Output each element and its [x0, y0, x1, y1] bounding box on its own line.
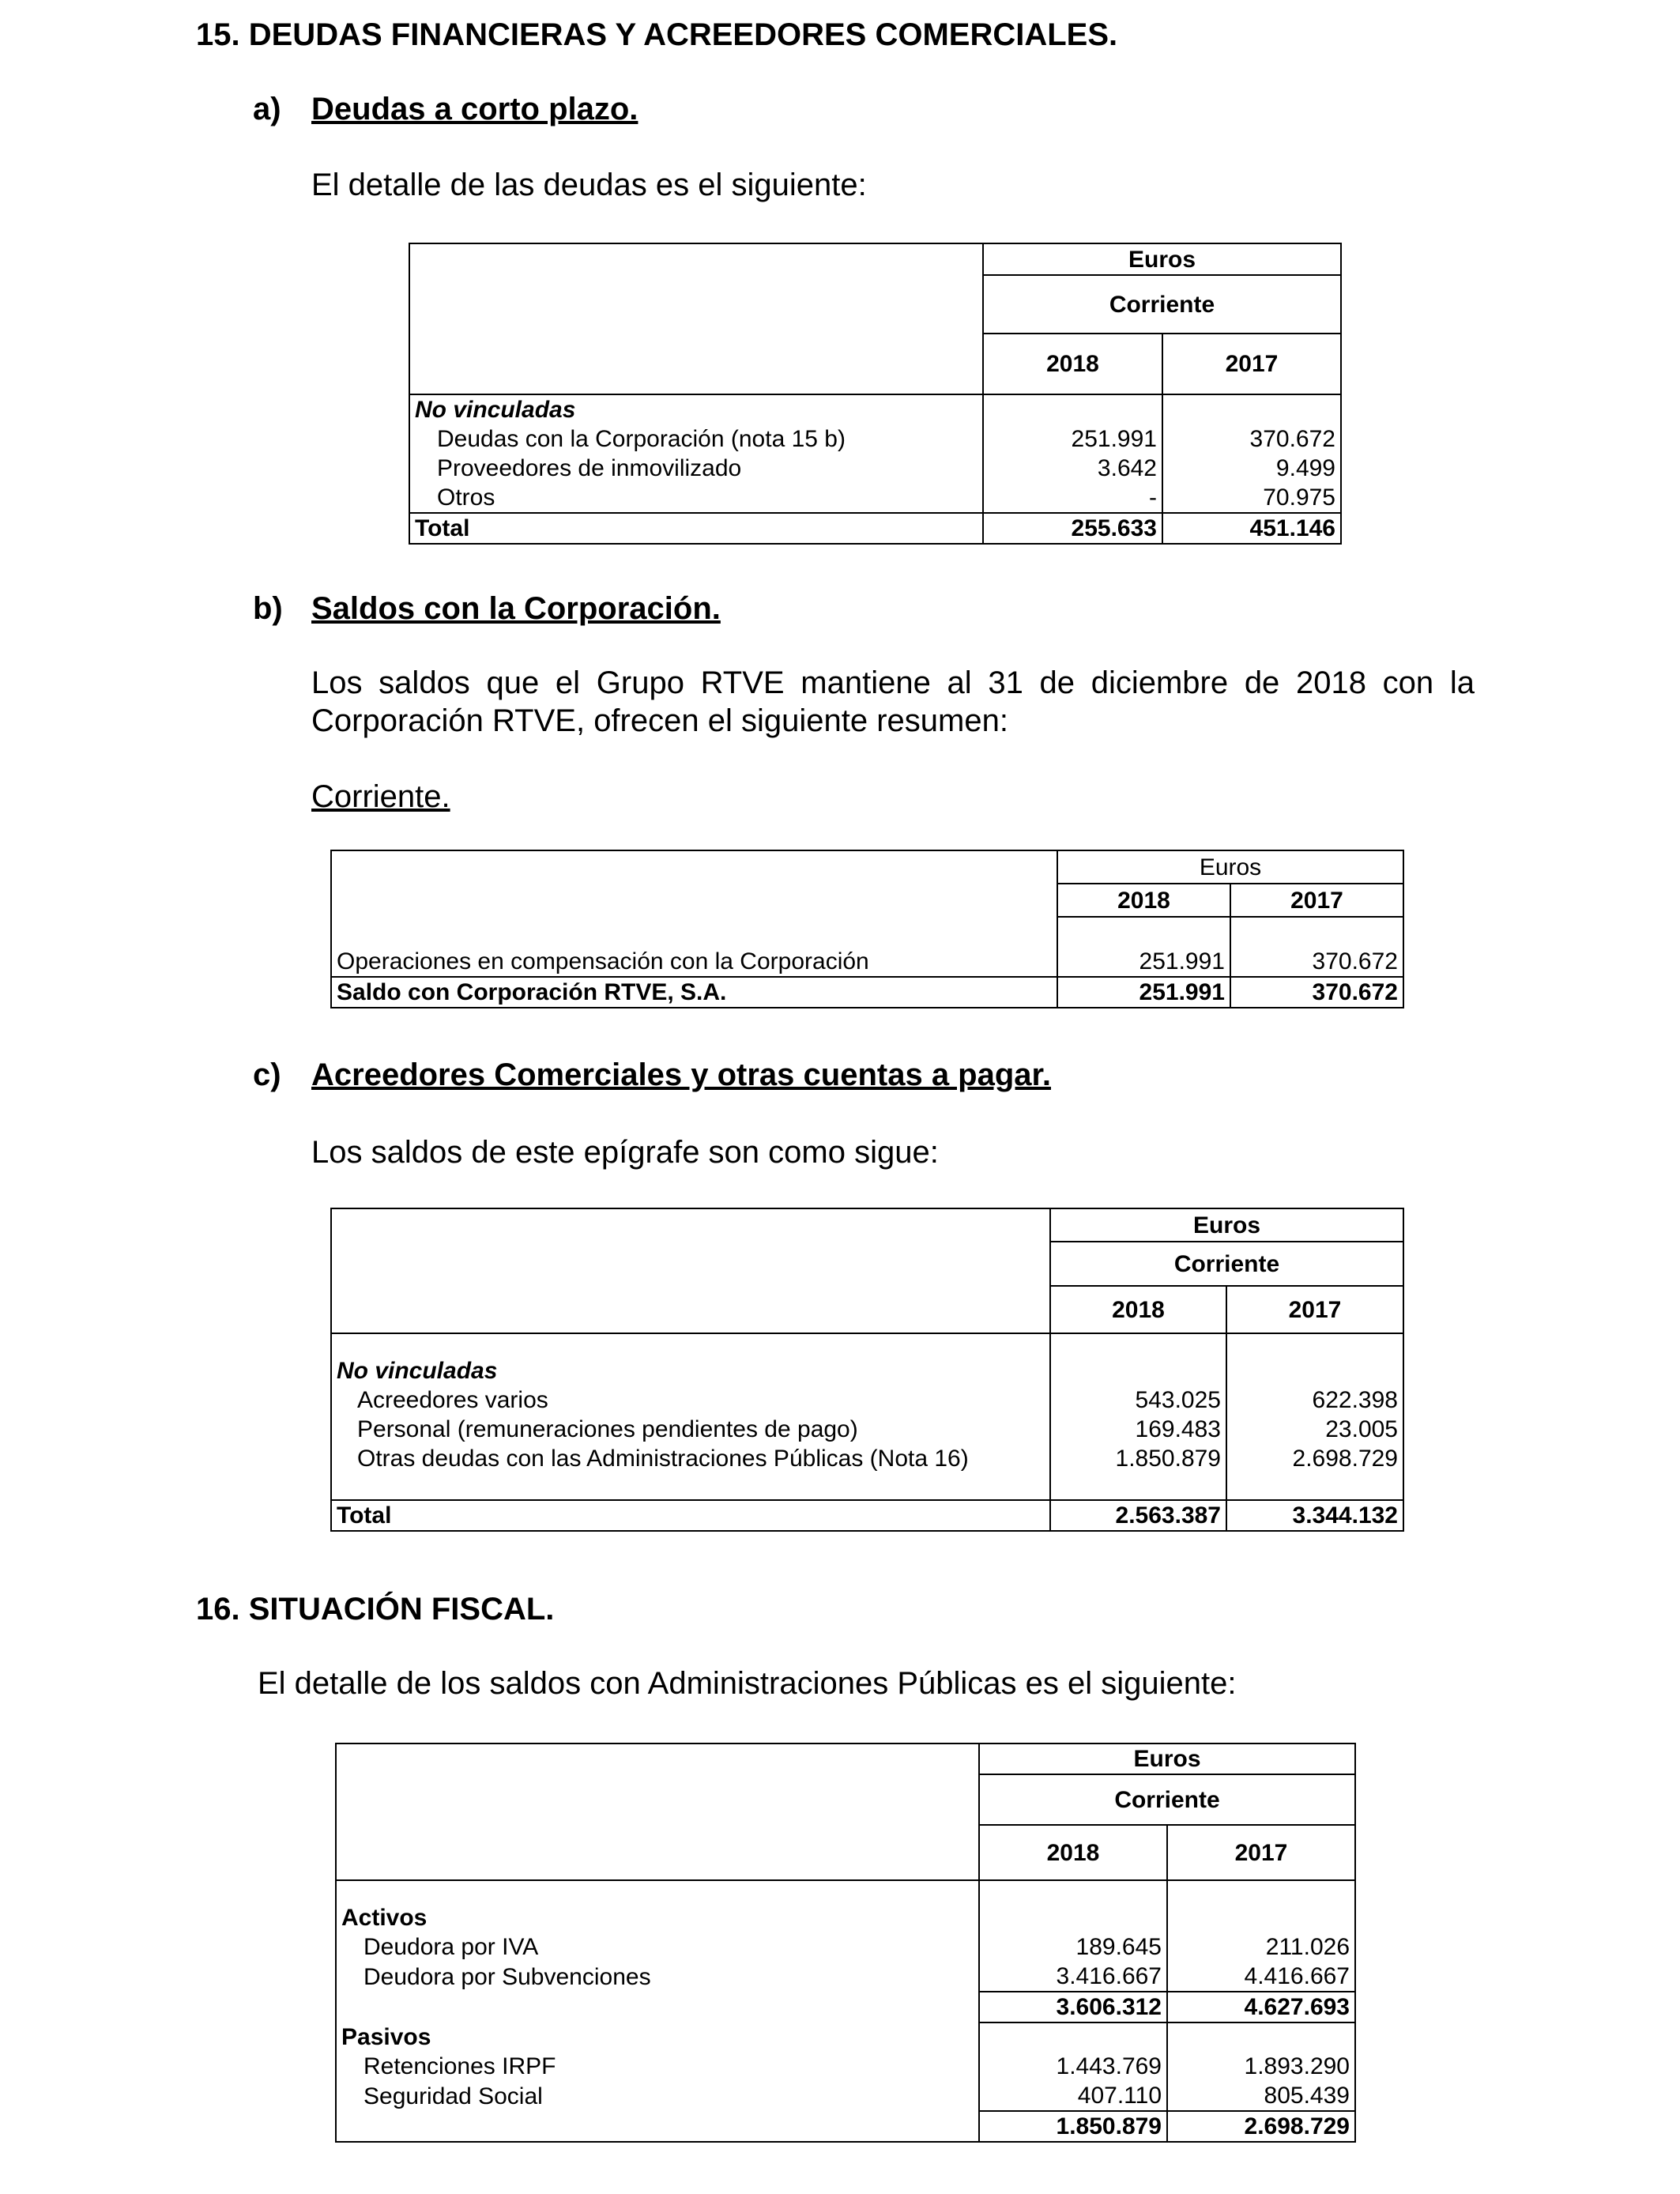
header-2018: 2018 — [983, 334, 1162, 394]
acreedores-comerciales-table — [330, 1208, 1404, 1532]
subsection-title: Acreedores Comerciales y otras cuentas a pagar. — [311, 1057, 1052, 1092]
table-blank-header — [409, 243, 983, 394]
subsection-b-heading — [253, 591, 721, 627]
total-row: Saldo con Corporación RTVE, S.A. 251.991 370.672 — [331, 977, 1403, 1008]
group-label: No vinculadas — [409, 394, 983, 424]
table-blank-header — [331, 850, 1057, 917]
group-label: No vinculadas — [331, 1333, 1050, 1385]
section-title: DEUDAS FINANCIERAS Y ACREEDORES COMERCIALES. — [248, 17, 1118, 52]
group-label-activos: Activos — [336, 1880, 979, 1932]
header-euros: Euros — [983, 243, 1341, 275]
section-16-heading — [196, 1592, 554, 1627]
header-corriente: Corriente — [979, 1774, 1355, 1825]
subsection-a-heading — [253, 92, 638, 127]
header-corriente: Corriente — [983, 275, 1341, 334]
table-row: Deudora por Subvenciones 3.416.667 4.416.667 — [336, 1962, 1355, 1992]
table-row: Deudora por IVA 189.645 211.026 — [336, 1932, 1355, 1962]
subtotal-row: 1.850.879 2.698.729 — [336, 2111, 1355, 2142]
header-2017: 2017 — [1230, 884, 1403, 917]
subsection-c-intro: Los saldos de este epígrafe son como sigue: — [311, 1135, 939, 1170]
administraciones-publicas-table — [335, 1743, 1356, 2143]
saldos-corporacion-table — [330, 850, 1404, 1008]
deudas-corto-plazo-table — [409, 243, 1342, 545]
table-blank-header — [331, 1208, 1050, 1333]
subsection-title: Deudas a corto plazo. — [311, 92, 638, 126]
subsection-label: c) — [253, 1057, 281, 1092]
table-row: Otros - 70.975 — [409, 483, 1341, 513]
table-row: Operaciones en compensación con la Corporación 251.991 370.672 — [331, 947, 1403, 977]
subtotal-row: 3.606.312 4.627.693 — [336, 1992, 1355, 2022]
header-2017: 2017 — [1162, 334, 1341, 394]
total-row: Total 255.633 451.146 — [409, 513, 1341, 544]
total-row: Total 2.563.387 3.344.132 — [331, 1500, 1403, 1531]
table-row: Retenciones IRPF 1.443.769 1.893.290 — [336, 2052, 1355, 2081]
table-row: Otras deudas con las Administraciones Públicas (Nota 16) 1.850.879 2.698.729 — [331, 1444, 1403, 1473]
header-2018: 2018 — [979, 1825, 1167, 1880]
table-row: Proveedores de inmovilizado 3.642 9.499 — [409, 454, 1341, 483]
group-label-pasivos: Pasivos — [336, 2022, 979, 2052]
table-blank-header — [336, 1744, 979, 1880]
subsection-c-heading — [253, 1057, 1051, 1093]
subsection-title: Saldos con la Corporación. — [311, 591, 721, 626]
header-2017: 2017 — [1167, 1825, 1355, 1880]
header-2018: 2018 — [1050, 1286, 1226, 1333]
header-2018: 2018 — [1057, 884, 1230, 917]
section-number: 16. — [196, 1592, 240, 1627]
section-16-intro: El detalle de los saldos con Administraciones Públicas es el siguiente: — [258, 1666, 1237, 1701]
subsection-b-subheading: Corriente. — [311, 779, 450, 814]
table-row: Deudas con la Corporación (nota 15 b) 251.991 370.672 — [409, 424, 1341, 454]
section-title: SITUACIÓN FISCAL. — [248, 1592, 555, 1627]
header-euros: Euros — [1057, 850, 1403, 884]
table-row: Seguridad Social 407.110 805.439 — [336, 2081, 1355, 2111]
table-row: Acreedores varios 543.025 622.398 — [331, 1385, 1403, 1415]
subsection-label: a) — [253, 92, 281, 126]
header-euros: Euros — [979, 1744, 1355, 1774]
header-2017: 2017 — [1226, 1286, 1403, 1333]
subsection-a-intro: El detalle de las deudas es el siguiente: — [311, 168, 867, 202]
header-euros: Euros — [1050, 1208, 1403, 1242]
section-number: 15. — [196, 17, 240, 52]
subsection-b-intro-line2: Corporación RTVE, ofrecen el siguiente resumen: — [311, 703, 1008, 738]
header-corriente: Corriente — [1050, 1242, 1403, 1286]
subsection-b-intro-line1: Los saldos que el Grupo RTVE mantiene al 31 de diciembre de 2018 con la — [311, 665, 1475, 700]
table-row: Personal (remuneraciones pendientes de pago) 169.483 23.005 — [331, 1415, 1403, 1444]
section-15-heading — [196, 17, 1117, 53]
subsection-label: b) — [253, 591, 283, 626]
